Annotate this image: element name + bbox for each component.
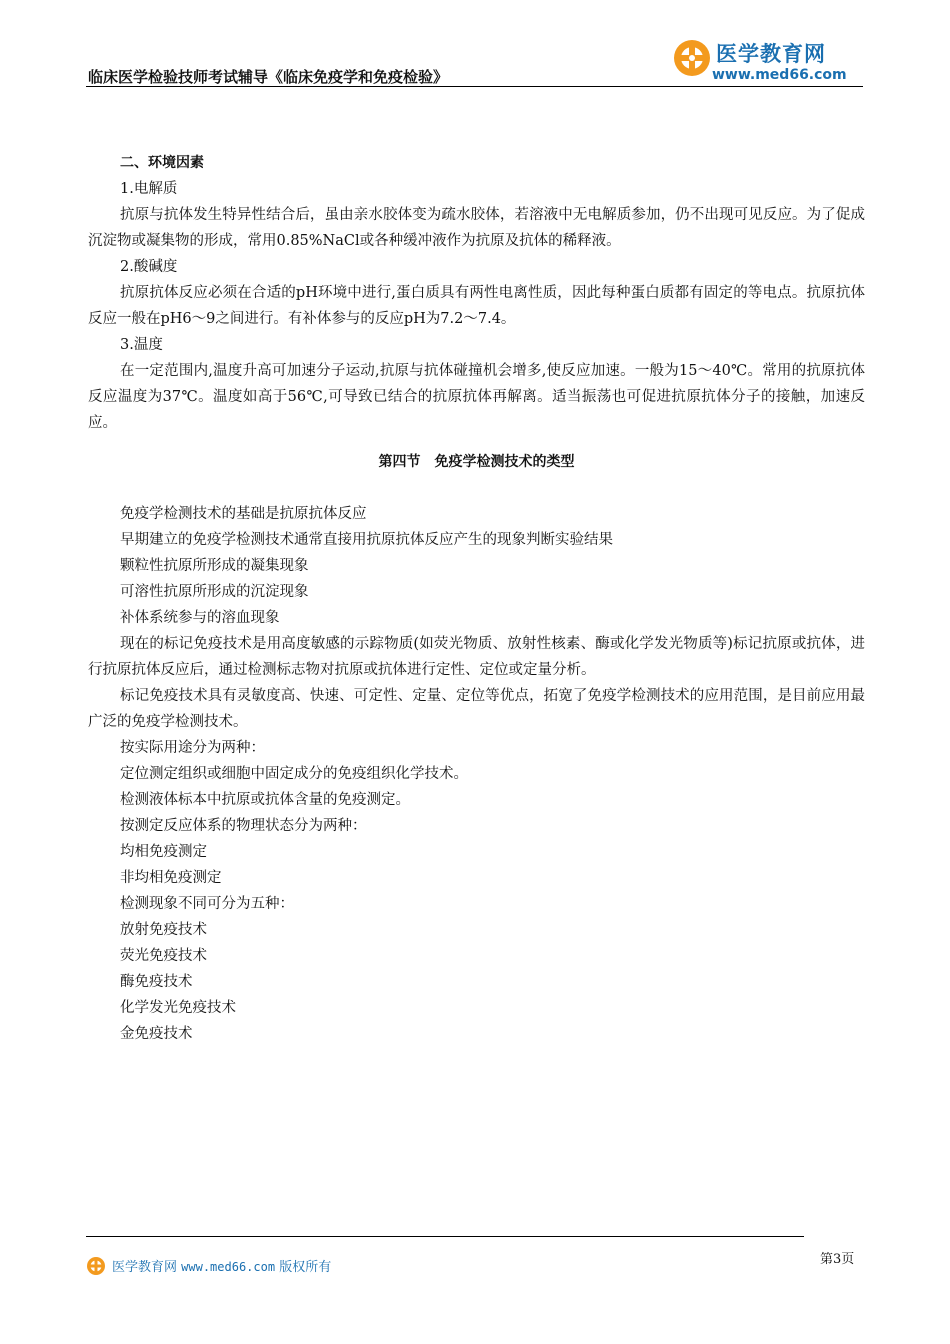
page-number: 第3页: [820, 1252, 855, 1267]
paragraph: 荧光免疫技术: [120, 948, 207, 964]
sub3-body: 在一定范围内,温度升高可加速分子运动,抗原与抗体碰撞机会增多,使反应加速。一般为15～40℃。常用的抗原抗体反应温度为37℃。温度如高于56℃,可导致已结合的抗原抗体再解离。适当振荡也可促进抗原抗体分子的接触，加速反应。: [88, 363, 865, 431]
paragraph: 现在的标记免疫技术是用高度敏感的示踪物质(如荧光物质、放射性核素、酶或化学发光物质等)标记抗原或抗体，进行抗原抗体反应后，通过检测标志物对抗原或抗体进行定性、定位或定量分析。: [88, 636, 865, 678]
paragraph: 非均相免疫测定: [120, 870, 222, 886]
paragraph: 酶免疫技术: [120, 974, 193, 990]
header-divider: [86, 86, 863, 87]
paragraph: 定位测定组织或细胞中固定成分的免疫组织化学技术。: [120, 766, 468, 782]
section-title: 第四节 免疫学检测技术的类型: [378, 454, 575, 470]
paragraph: 标记免疫技术具有灵敏度高、快速、可定性、定量、定位等优点，拓宽了免疫学检测技术的应用范围，是目前应用最广泛的免疫学检测技术。: [88, 688, 865, 730]
logo-url[interactable]: www.med66.com: [712, 67, 847, 83]
footer-url[interactable]: www.med66.com: [181, 1260, 276, 1274]
paragraph: 补体系统参与的溶血现象: [120, 610, 280, 626]
footer-divider: [86, 1236, 804, 1237]
paragraph: 按实际用途分为两种：: [120, 740, 265, 756]
paragraph: 放射免疫技术: [120, 922, 207, 938]
sub2-body: 抗原抗体反应必须在合适的pH环境中进行,蛋白质具有两性电离性质，因此每种蛋白质都有固定的等电点。抗原抗体反应一般在pH6～9之间进行。有补体参与的反应pH为7.2～7.4。: [88, 285, 865, 327]
footer-rights: 版权所有: [279, 1260, 332, 1275]
paragraph: 金免疫技术: [120, 1026, 193, 1042]
logo-name: 医学教育网: [716, 42, 826, 66]
paragraph: 检测液体标本中抗原或抗体含量的免疫测定。: [120, 792, 410, 808]
paragraph: 均相免疫测定: [120, 844, 207, 860]
paragraph: 免疫学检测技术的基础是抗原抗体反应: [120, 506, 367, 522]
header-title: 临床医学检验技师考试辅导《临床免疫学和免疫检验》: [88, 68, 449, 86]
paragraph: 检测现象不同可分为五种：: [120, 896, 294, 912]
sub1-heading: 1.电解质: [120, 181, 178, 197]
document-body: [88, 150, 865, 1047]
site-logo[interactable]: [672, 38, 862, 88]
med66-logo-icon: [672, 38, 712, 78]
footer-logo-icon: [86, 1256, 106, 1276]
paragraph: 可溶性抗原所形成的沉淀现象: [120, 584, 309, 600]
sub2-heading: 2.酸碱度: [120, 259, 178, 275]
page-header: [0, 0, 950, 100]
paragraph: 早期建立的免疫学检测技术通常直接用抗原抗体反应产生的现象判断实验结果: [120, 532, 613, 548]
sub3-heading: 3.温度: [120, 337, 163, 353]
footer-brand: 医学教育网: [112, 1260, 178, 1275]
sub1-body: 抗原与抗体发生特异性结合后，虽由亲水胶体变为疏水胶体，若溶液中无电解质参加，仍不出现可见反应。为了促成沉淀物或凝集物的形成，常用0.85%NaCl或各种缓冲液作为抗原及抗体的稀释液。: [88, 207, 865, 249]
paragraph: 化学发光免疫技术: [120, 1000, 236, 1016]
env-heading: 二、环境因素: [120, 155, 204, 171]
footer-copyright: [112, 1256, 331, 1275]
paragraph: 颗粒性抗原所形成的凝集现象: [120, 558, 309, 574]
paragraph: 按测定反应体系的物理状态分为两种：: [120, 818, 367, 834]
